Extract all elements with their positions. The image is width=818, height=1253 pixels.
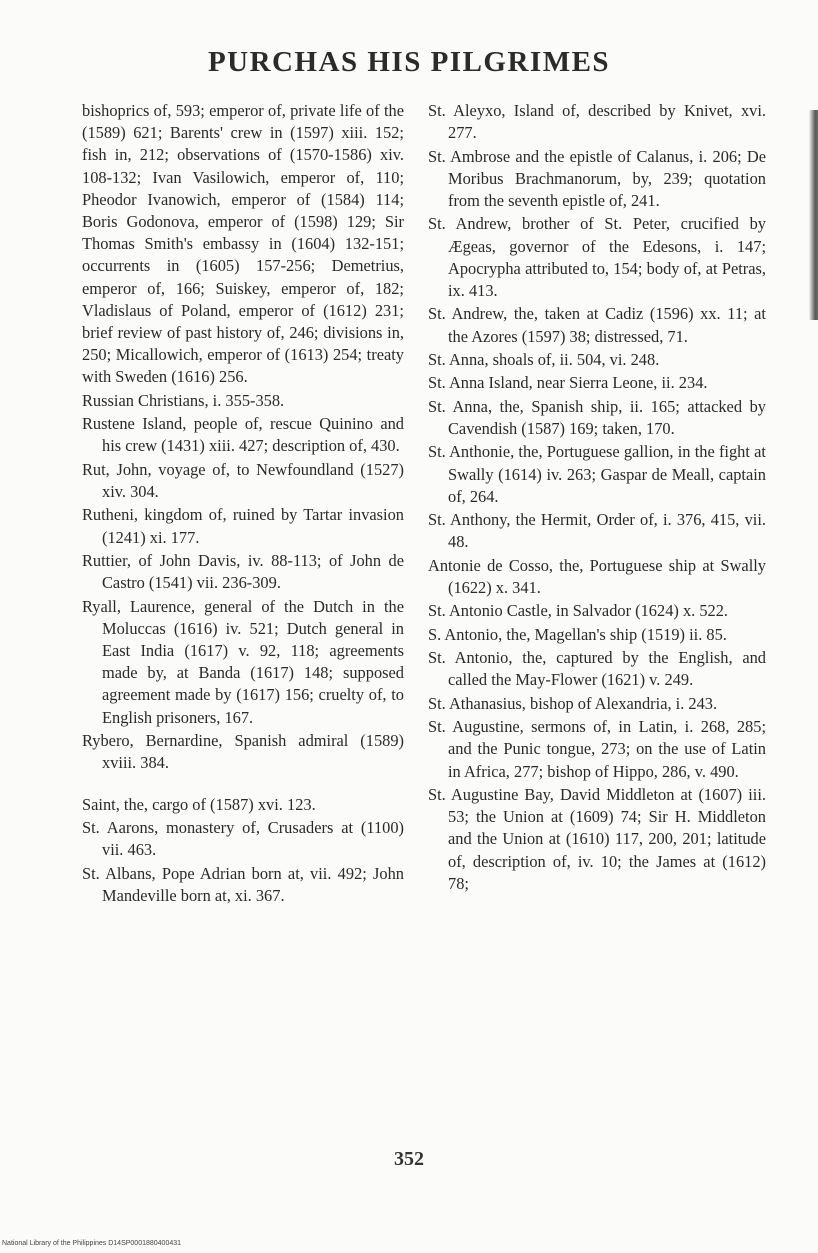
- index-entry: St. Athanasius, bishop of Alexandria, i. 243.: [428, 693, 718, 713]
- index-entry: St. Anna Island, near Sierra Leone, ii. 234.: [428, 373, 708, 393]
- index-entry: St. Augustine Bay, David Middleton at (1607) iii. 53; the Union at (1609) 74; Sir H. Middleton and the Union at (1610) 117, 200, 201; latitude of, description of, iv. 10; the James at (1612) 78;: [428, 784, 766, 893]
- index-entry: Saint, the, cargo of (1587) xvi. 123.: [82, 794, 316, 814]
- index-column-left: [82, 100, 404, 908]
- scan-source-note: National Library of the Philippines D14SP0001880400431: [2, 1240, 182, 1247]
- index-entry: Rybero, Bernardine, Spanish admiral (1589) xviii. 384.: [82, 731, 404, 773]
- index-entry: St. Antonio, the, captured by the English, and called the May-Flower (1621) v. 249.: [428, 648, 766, 690]
- index-entry: S. Antonio, the, Magellan's ship (1519) ii. 85.: [428, 624, 727, 644]
- section-gap: [82, 776, 404, 794]
- index-entry: Antonie de Cosso, the, Portuguese ship at Swally (1622) x. 341.: [428, 555, 766, 597]
- page-number: 352: [394, 1148, 424, 1170]
- index-entry: St. Augustine, sermons of, in Latin, i. 268, 285; and the Punic tongue, 273; on the use of Latin in Africa, 277; bishop of Hippo, 286, v. 490.: [428, 717, 766, 781]
- index-entry: Rutheni, kingdom of, ruined by Tartar invasion (1241) xi. 177.: [82, 505, 404, 547]
- index-entry: Ruttier, of John Davis, iv. 88-113; of John de Castro (1541) vii. 236-309.: [82, 551, 404, 593]
- index-entry: St. Anthonie, the, Portuguese gallion, in the fight at Swally (1614) iv. 263; Gaspar de Meall, captain of, 264.: [428, 442, 766, 506]
- index-entry: St. Ambrose and the epistle of Calanus, i. 206; De Moribus Brachmanorum, by, 239; quotation from the seventh epistle of, 241.: [428, 146, 766, 210]
- index-column-right: [428, 100, 766, 896]
- index-entry: Rustene Island, people of, rescue Quinino and his crew (1431) xiii. 427; description of, 430.: [82, 414, 404, 456]
- index-entry: St. Andrew, brother of St. Peter, crucified by Ægeas, governor of the Edesons, i. 147; Apocrypha attributed to, 154; body of, at Petras, ix. 413.: [428, 214, 766, 300]
- index-entry: St. Andrew, the, taken at Cadiz (1596) xx. 11; at the Azores (1597) 38; distressed, 71.: [428, 304, 766, 346]
- index-entry: St. Albans, Pope Adrian born at, vii. 492; John Mandeville born at, xi. 367.: [82, 863, 404, 905]
- index-entry: bishoprics of, 593; emperor of, private life of the (1589) 621; Barents' crew in (1597) xiii. 152; fish in, 212; observations of (1570-1586) xiv. 108-132; Ivan Vasilowich, emperor of, 110; Pheodor Ivanowich, emperor of (1584) 114; Boris Godonova, emperor of (1598) 129; Sir Thomas Smith's embassy in (1604) 132-151; occurrents in (1605) 157-256; Demetrius, emperor of, 166; Suiskey, emperor of, 182; Vladislaus of Poland, emperor of (1612) 231; brief review of past history of, 246; divisions in, 250; Micallowich, emperor of (1613) 254; treaty with Sweden (1616) 256.: [82, 101, 404, 387]
- index-entry: Rut, John, voyage of, to Newfoundland (1527) xiv. 304.: [82, 459, 404, 502]
- index-entry: St. Aleyxo, Island of, described by Knivet, xvi. 277.: [428, 101, 766, 143]
- page-title: PURCHAS HIS PILGRIMES: [207, 46, 611, 78]
- index-entry: Russian Christians, i. 355-358.: [82, 390, 285, 410]
- index-entry: Ryall, Laurence, general of the Dutch in the Moluccas (1616) iv. 521; Dutch general in East India (1617) v. 92, 118; agreements made by, at Banda (1617) 148; supposed agreement made by (1617) 156; cruelty of, to English prisoners, 167.: [82, 596, 404, 727]
- page-edge-shadow: [809, 110, 818, 320]
- index-entry: St. Anna, the, Spanish ship, ii. 165; attacked by Cavendish (1587) 169; taken, 170.: [428, 396, 766, 438]
- index-entry: St. Antonio Castle, in Salvador (1624) x. 522.: [428, 601, 729, 621]
- index-entry: St. Anna, shoals of, ii. 504, vi. 248.: [428, 349, 660, 369]
- index-entry: St. Anthony, the Hermit, Order of, i. 376, 415, vii. 48.: [428, 510, 766, 552]
- index-entry: St. Aarons, monastery of, Crusaders at (1100) vii. 463.: [82, 817, 404, 860]
